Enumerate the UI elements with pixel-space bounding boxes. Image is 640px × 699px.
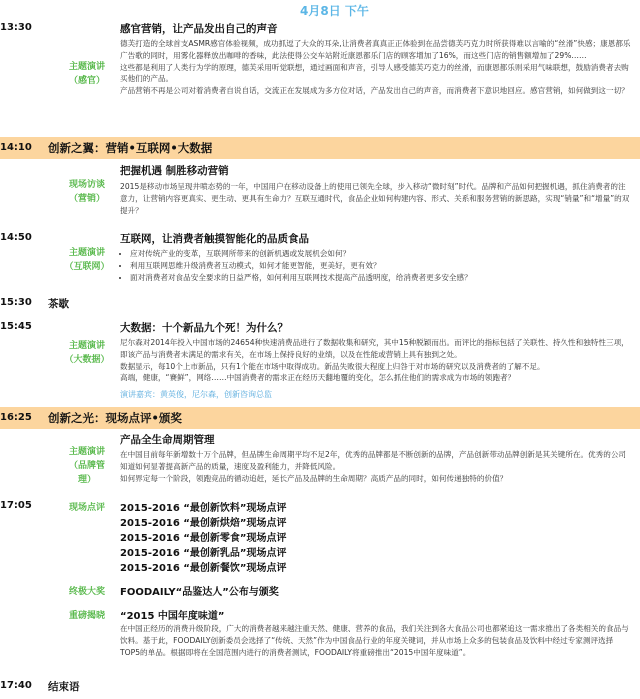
session-description: 德芙打造的全球首支ASMR感官体验视频，成功抓逗了大众的耳朵,让消费者真真正正体验到在品尝德芙巧克力时所获得难以言喻的“丝滑”快感；康恩都乐广告歌的同时，用雾化器释放出咖啡的香味，此法使得公交车站附近康恩都乐门店的顾客增加了16%，而这些门店的销售额增加了29%…… 这些都是利用了人类行为学的原理，德芙采用听觉联想，通过画面和声音，引导人感受德芙巧克力的丝滑，而康恩都乐则采用气味联想，鼓励消费者去购买他们的产品。 产品营销不再是公司对着消费者自说自话，交流正在发展成为多方位对话，产品发出自己的声音，而消费者下意识地回应。感官营销，如何做到这一切？ xyxy=(120,39,631,96)
session-title: 感官营销，让产品发出自己的声音 xyxy=(120,23,278,35)
list-item: • 面对消费者对食品安全要求的日益严格，如何利用互联网技术提高产品透明度，给消费者更多安全感？ xyxy=(130,272,632,284)
session-title: 互联网，让消费者触摸智能化的品质食品 xyxy=(120,233,309,245)
break-title: 茶歇 xyxy=(48,298,69,310)
session-description: 在中国目前每年新增数十万个品牌，但品牌生命周期平均不足2年，优秀的品牌都是不断创新的品牌，产品创新带动品牌创新是其关键所在。优秀的公司知道如何显著提高新产品的质量，速度及盈利能力，并降低风险。 如何界定每一个阶段，领跑竞品的循动追赶，延长产品及品牌的生命周期？高质产品的同时，如何传递独特的价值？ xyxy=(120,450,627,483)
list-item: 2015-2016 “最创新饮料”现场点评 xyxy=(120,503,287,514)
band-title: 创新之光：现场点评•颁奖 xyxy=(48,411,182,425)
session-title: 把握机遇 制胜移动营销 xyxy=(120,165,229,177)
session-topic-tag: 主题演讲 （互联网） xyxy=(64,248,110,272)
session-description: 尼尔森对2014年投入中国市场的24654种快速消费品进行了数据收集和研究，其中15种脱颖而出。而评比的指标包括了关联性、持久性和独特性三项，即该产品与消费者未满足的需求有关，在市场上保持良好的业绩，以及在性能或营销上具有独到之处。 数据显示，每10个上市新品，只有1个能在市场中取得成功。新品失败很大程度上归咎于对市场的研究以及消费者的了解不足。 高端，健康，“賽鲜”，网络……中国消费者的需求正在经历天翻地覆的变化，怎么抓住他们的需求成为市场的领跑者？ xyxy=(120,338,629,383)
list-item: • 利用互联网思维升级消费者互动模式，如何才能更智能，更美好，更有效？ xyxy=(130,260,632,272)
closing-title: 结束语 xyxy=(48,681,80,693)
band-time: 14:10 xyxy=(0,142,32,153)
session-description: 在中国正经历的消费升级阶段，广大的消费者越来越注重天然、健康、营养的食品，我们关注到各大食品公司也都紧追这一需求推出了各类相关的食品与饮料。基于此，FOODAILY创新委员会选择了“传统、天然”作为中国食品行业的年度关键词，并从市场上众多的包装食品及饮料中经过专家测评选择TOP5的单品。根据即将在全国范围内进行的消费者测试，FOODAILY将重磅推出“2015中国年度味道”。 xyxy=(120,624,629,657)
reveal-label: 重磅揭晓 xyxy=(68,611,105,621)
date-header: 4月8日 下午 xyxy=(300,4,369,18)
time-1705: 17:05 xyxy=(0,500,32,511)
session-bullets xyxy=(120,248,632,283)
award-title: FOODAILY“品鉴达人”公布与颁奖 xyxy=(120,587,279,598)
list-item: 2015-2016 “最创新餐饮”现场点评 xyxy=(120,563,287,574)
list-item: 2015-2016 “最创新烘焙”现场点评 xyxy=(120,518,287,529)
section-band xyxy=(0,407,640,429)
session-topic-tag: 主题演讲 （大数据） xyxy=(64,341,110,365)
list-item: • 应对传统产业的变革，互联网所带来的创新机遇或发展机会如何？ xyxy=(130,248,632,260)
time-1740: 17:40 xyxy=(0,680,32,691)
time-1330: 13:30 xyxy=(0,22,32,33)
session-description: 2015是移动市场呈现井喷态势的一年，中国用户在移动设备上的使用已领先全球，步入移动“微时刻”时代。品牌和产品如何把握机遇，抓住消费者的注意力，让营销内容更真实、更生动、更具有生命力？互联互通时代，食品企业如何构建内容、形式、关系和服务营销的新思路，实现“销量”和“增量”的双提升？ xyxy=(120,182,630,215)
time-1450: 14:50 xyxy=(0,232,32,243)
list-item: 2015-2016 “最创新乳品”现场点评 xyxy=(120,548,287,559)
speakers: 演讲嘉宾：黄英俊，尼尔森，创新咨询总监 xyxy=(120,390,272,399)
band-time: 16:25 xyxy=(0,412,32,423)
section-band xyxy=(0,137,640,159)
time-1530: 15:30 xyxy=(0,297,32,308)
session-topic-tag: 主题演讲 （感官） xyxy=(68,62,105,86)
session-title: 大数据：十个新品九个死！为什么？ xyxy=(120,322,288,334)
time-1545: 15:45 xyxy=(0,321,32,332)
award-label: 终极大奖 xyxy=(68,587,105,597)
session-topic-tag: 现场访谈 （营销） xyxy=(68,180,105,204)
review-label: 现场点评 xyxy=(68,503,105,513)
reveal-title: “2015 中国年度味道” xyxy=(120,611,225,622)
session-title: 产品全生命周期管理 xyxy=(120,434,215,446)
band-title: 创新之翼：营销•互联网•大数据 xyxy=(48,141,213,155)
session-topic-tag: 主题演讲 （品牌管理） xyxy=(68,447,105,485)
list-item: 2015-2016 “最创新零食”现场点评 xyxy=(120,533,287,544)
